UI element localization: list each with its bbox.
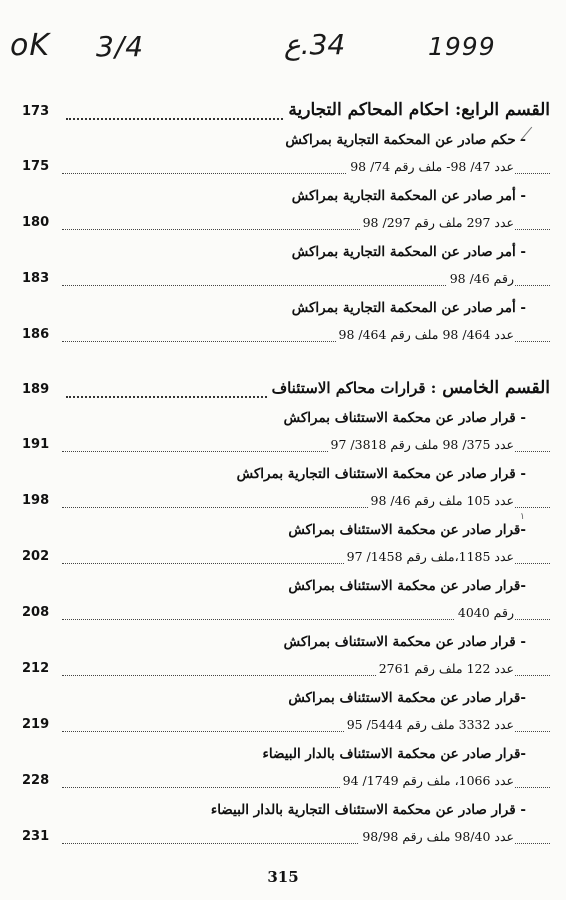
entry-title-text: -قرار صادر عن محكمة الاستئناف بمراكش [288, 578, 526, 594]
entry-title-text: - قرار صادر عن محكمة الاستئناف التجارية بالدار البيضاء [210, 802, 526, 818]
entry-reference-text: عدد 464/ 98 ملف رقم 464/ 98 [336, 327, 515, 342]
toc-entry-reference [22, 432, 550, 460]
handwritten-volume: 34.ع [284, 28, 346, 61]
entry-page-number: 191 [22, 437, 50, 452]
entry-page-number: 228 [22, 773, 50, 788]
toc-entry-title [22, 182, 550, 210]
toc-entry-reference [22, 600, 550, 628]
section-heading [22, 100, 550, 126]
entry-title-text: -قرار صادر عن محكمة الاستئناف بمراكش [288, 690, 526, 706]
entry-reference-text: رقم 4040 [455, 605, 514, 620]
toc-section-4 [22, 100, 550, 350]
section-heading [22, 378, 550, 404]
page-number: 315 [267, 868, 299, 886]
section-title-main: القسم الخامس [442, 378, 550, 398]
toc-entry-title [22, 628, 550, 656]
section-page: 189 [22, 382, 50, 397]
entry-reference-text: عدد 3332 ملف رقم 5444/ 95 [344, 717, 514, 732]
toc-entry-title [22, 796, 550, 824]
entry-page-number: 208 [22, 605, 50, 620]
section-subtitle: : قرارات محاكم الاستئناف [271, 379, 437, 397]
pen-mark-small: ١ [520, 512, 525, 522]
toc-entry-reference [22, 824, 550, 852]
entry-reference-text: رقم 46/ 98 [447, 271, 514, 286]
toc-entry-title [22, 572, 550, 600]
toc-entry-reference [22, 768, 550, 796]
toc-entry-reference [22, 656, 550, 684]
entry-reference-text: عدد 1185،ملف رقم 1458/ 97 [344, 549, 514, 564]
toc-entry-title [22, 516, 550, 544]
toc-entry-reference [22, 712, 550, 740]
entry-title-text: - قرار صادر عن محكمة الاستئناف التجارية بمراكش [236, 466, 526, 482]
entry-title-text: - أمر صادر عن المحكمة التجارية بمراكش [291, 188, 526, 204]
entry-title-text: -قرار صادر عن محكمة الاستئناف بمراكش [288, 522, 526, 538]
section-title [269, 378, 550, 398]
entry-reference-text: عدد 375/ 98 ملف رقم 3818/ 97 [328, 437, 514, 452]
toc-entry-title [22, 740, 550, 768]
entry-page-number: 202 [22, 549, 50, 564]
toc-entry-title [22, 404, 550, 432]
section-title: القسم الرابع: احكام المحاكم التجارية [285, 100, 550, 120]
entry-reference-text: عدد 105 ملف رقم 46/ 98 [368, 493, 514, 508]
toc-entry-reference [22, 544, 550, 572]
entry-title-text: - أمر صادر عن المحكمة التجارية بمراكش [291, 300, 526, 316]
entry-reference-text: عدد 47/ 98- ملف رقم 74/ 98 [347, 159, 514, 174]
entry-page-number: 231 [22, 829, 50, 844]
entry-page-number: 186 [22, 327, 50, 342]
toc-entry-reference [22, 154, 550, 182]
toc-entry-reference [22, 210, 550, 238]
entry-reference-text: عدد 297 ملف رقم 297/ 98 [360, 215, 514, 230]
handwritten-ok: oK [10, 28, 51, 63]
entry-title-text: - قرار صادر عن محكمة الاستئناف بمراكش [283, 634, 526, 650]
handwritten-notes [0, 22, 566, 72]
entry-reference-text: عدد 98/40 ملف رقم 98/98 [359, 829, 514, 844]
entry-title-text: - قرار صادر عن محكمة الاستئناف بمراكش [283, 410, 526, 426]
toc-entry-title [22, 238, 550, 266]
section-page: 173 [22, 104, 50, 119]
entry-reference-text: عدد 1066، ملف رقم 1749/ 94 [340, 773, 514, 788]
entry-page-number: 219 [22, 717, 50, 732]
toc-section-5 [22, 378, 550, 852]
handwritten-year: 1999 [428, 32, 496, 61]
toc-entry-title [22, 294, 550, 322]
entry-page-number: 180 [22, 215, 50, 230]
toc-entry-reference [22, 488, 550, 516]
entry-page-number: 183 [22, 271, 50, 286]
toc-entry-title [22, 460, 550, 488]
entry-title-text: - حكم صادر عن المحكمة التجارية بمراكش [285, 132, 526, 148]
entry-reference-text: عدد 122 ملف رقم 2761 [376, 661, 514, 676]
entry-page-number: 175 [22, 159, 50, 174]
handwritten-fraction: 3/4 [96, 30, 145, 63]
entry-page-number: 198 [22, 493, 50, 508]
entry-title-text: -قرار صادر عن محكمة الاستئناف بالدار البيضاء [262, 746, 526, 762]
entry-page-number: 212 [22, 661, 50, 676]
entry-title-text: - أمر صادر عن المحكمة التجارية بمراكش [291, 244, 526, 260]
toc-entry-reference [22, 266, 550, 294]
toc-entry-title [22, 126, 550, 154]
toc-entry-reference [22, 322, 550, 350]
toc-entry-title [22, 684, 550, 712]
